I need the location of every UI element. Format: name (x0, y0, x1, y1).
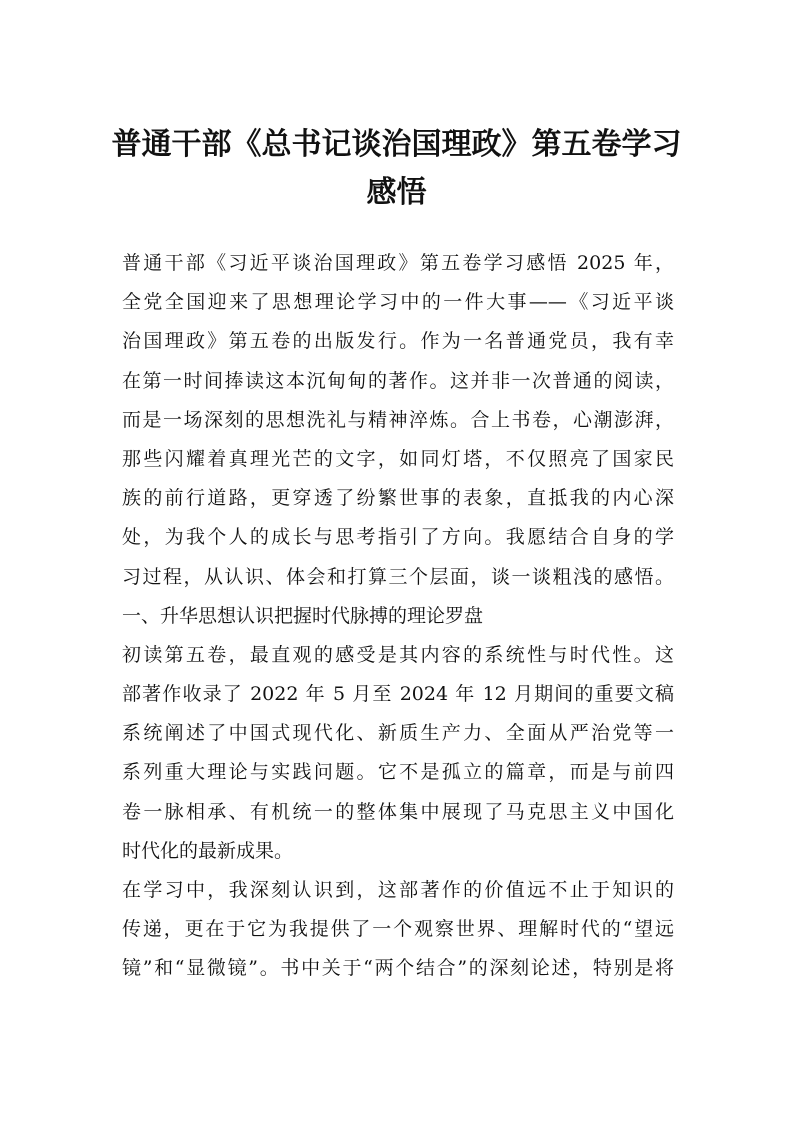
document-title-line-1: 普通干部《总书记谈治国理政》第五卷学习 (111, 127, 682, 162)
text-line: 在第一时间捧读这本沉甸甸的著作。这并非一次普通的阅读， (122, 369, 674, 392)
text-line: 治国理政》第五卷的出版发行。作为一名普通党员，我有幸 (122, 330, 674, 353)
text-line: 时代化的最新成果。 (122, 839, 294, 862)
text-line: 处，为我个人的成长与思考指引了方向。我愿结合自身的学 (122, 526, 674, 549)
text-line: 而是一场深刻的思想洗礼与精神淬炼。合上书卷，心潮澎湃， (122, 408, 674, 431)
text-line: 镜”和“显微镜”。书中关于“两个结合”的深刻论述，特别是将 (122, 957, 674, 980)
text-line: 那些闪耀着真理光芒的文字，如同灯塔，不仅照亮了国家民 (122, 447, 674, 470)
document-body (122, 246, 674, 991)
text-line: 传递，更在于它为我提供了一个观察世界、理解时代的“望远 (122, 918, 674, 941)
text-line: 全党全国迎来了思想理论学习中的一件大事——《习近平谈 (122, 291, 674, 314)
text-line: 卷一脉相承、有机统一的整体集中展现了马克思主义中国化 (122, 800, 674, 823)
text-line: 系列重大理论与实践问题。它不是孤立的篇章，而是与前四 (122, 761, 674, 784)
text-line: 部著作收录了 2022 年 5 月至 2024 年 12 月期间的重要文稿 (122, 683, 674, 706)
text-line: 一、升华思想认识把握时代脉搏的理论罗盘 (122, 604, 484, 627)
text-line: 普通干部《习近平谈治国理政》第五卷学习感悟 2025 年， (122, 252, 674, 274)
text-line: 初读第五卷，最直观的感受是其内容的系统性与时代性。这 (122, 643, 674, 666)
text-line: 系统阐述了中国式现代化、新质生产力、全面从严治党等一 (122, 722, 674, 745)
document-title-line-2: 感悟 (366, 175, 427, 210)
text-line: 在学习中，我深刻认识到，这部著作的价值远不止于知识的 (122, 879, 674, 901)
text-line: 族的前行道路，更穿透了纷繁世事的表象，直抵我的内心深 (122, 487, 674, 510)
text-line: 习过程，从认识、体会和打算三个层面，谈一谈粗浅的感悟。 (122, 565, 674, 588)
